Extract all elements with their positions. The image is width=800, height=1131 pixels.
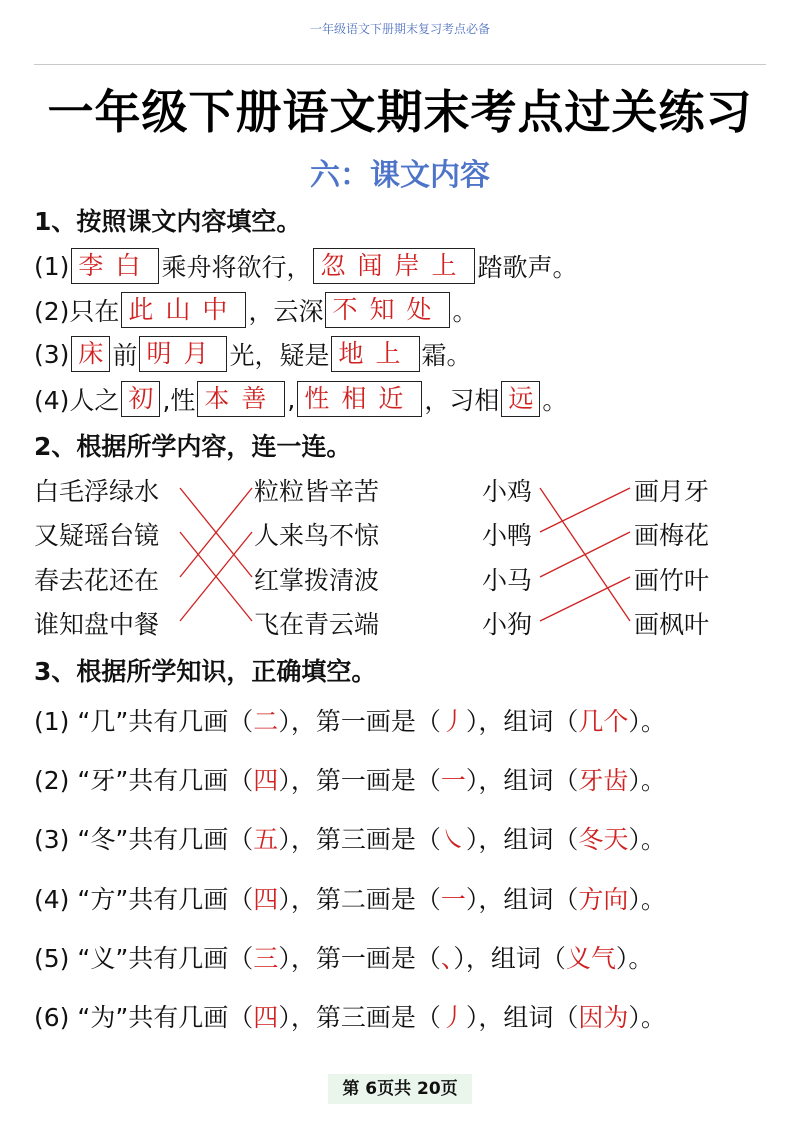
q-num: (5) <box>34 944 70 973</box>
text-segment: 。 <box>452 297 478 326</box>
stroke-count-answer: 四 <box>253 766 279 795</box>
answer-box: 明月 <box>139 336 227 372</box>
stroke-count-answer: 二 <box>253 707 279 736</box>
text-segment: (4)人之 <box>34 386 120 415</box>
word-answer: 牙齿 <box>578 766 629 795</box>
q-text: ）。 <box>628 825 666 854</box>
stroke-question-5 <box>34 939 653 975</box>
running-header: 一年级语文下册期末复习考点必备 <box>309 22 490 36</box>
match-line <box>180 488 252 577</box>
fill-line-4 <box>34 379 567 419</box>
match-left-b-1: 小鸭 <box>482 521 533 550</box>
text-segment: 。 <box>542 386 568 415</box>
word-answer: 冬天 <box>578 825 629 854</box>
q-text: ），组词（ <box>465 766 579 795</box>
q-char: “几” <box>77 707 129 736</box>
q-char: “义” <box>77 944 129 973</box>
match-left-b-0: 小鸡 <box>482 477 533 506</box>
q-text: ），组词（ <box>465 825 579 854</box>
q-num: (4) <box>34 885 70 914</box>
match-left-b-2: 小马 <box>482 566 533 595</box>
match-right-b-2: 画竹叶 <box>634 566 710 595</box>
stroke-count-answer: 五 <box>253 825 279 854</box>
match-line <box>540 488 630 532</box>
match-right-a-3: 飞在青云端 <box>254 610 380 639</box>
q-text: ），第一画是（ <box>278 766 441 795</box>
answer-box: 忽闻岸上 <box>313 248 475 284</box>
text-segment: (1) <box>34 251 70 281</box>
q-text: ），第一画是（ <box>278 944 441 973</box>
stroke-answer: 一 <box>440 766 466 795</box>
word-answer: 因为 <box>578 1003 629 1032</box>
q-text: ）。 <box>628 707 666 736</box>
answer-box: 床 <box>71 336 110 372</box>
stroke-question-4 <box>34 880 666 916</box>
stroke-count-answer: 四 <box>253 1003 279 1032</box>
section-1-title: 1、按照课文内容填空。 <box>34 207 302 236</box>
q-text: 共有几画（ <box>128 885 254 914</box>
stroke-answer: 丿 <box>440 707 466 736</box>
q-num: (3) <box>34 825 70 854</box>
match-right-a-0: 粒粒皆辛苦 <box>254 477 380 506</box>
q-text: ）。 <box>628 1003 666 1032</box>
q-text: 共有几画（ <box>128 1003 254 1032</box>
match-line <box>540 577 630 621</box>
stroke-question-6 <box>34 998 666 1034</box>
q-text: ），第三画是（ <box>278 825 441 854</box>
match-left-a-1: 又疑瑶台镜 <box>34 521 160 550</box>
fill-line-3 <box>34 334 472 374</box>
q-char: “冬” <box>77 825 129 854</box>
text-segment: ，云深 <box>248 297 324 326</box>
q-char: “牙” <box>77 766 129 795</box>
match-line <box>180 532 252 621</box>
answer-box: 不知处 <box>325 292 450 328</box>
q-num: (2) <box>34 766 70 795</box>
text-segment: (3) <box>34 339 70 369</box>
stroke-answer: 一 <box>440 885 466 914</box>
section-2-title: 2、根据所学内容，连一连。 <box>34 432 352 461</box>
text-segment: ，习相 <box>424 386 500 415</box>
fill-line-1 <box>34 246 577 286</box>
answer-box: 此山中 <box>121 292 246 328</box>
page-number: 第 6页共 20页 <box>328 1074 472 1104</box>
q-text: ），组词（ <box>465 707 579 736</box>
text-segment: 霜。 <box>421 341 472 370</box>
q-num: (6) <box>34 1003 70 1032</box>
match-line <box>180 532 252 621</box>
match-right-b-0: 画月牙 <box>634 477 710 506</box>
answer-box: 本善 <box>197 381 285 417</box>
answer-box: 性相近 <box>297 381 422 417</box>
q-text: ），组词（ <box>453 944 566 973</box>
match-right-b-1: 画梅花 <box>634 521 710 550</box>
match-line <box>540 532 630 577</box>
q-text: ），第一画是（ <box>278 707 441 736</box>
q-text: 共有几画（ <box>128 944 254 973</box>
match-left-a-3: 谁知盘中餐 <box>34 610 160 639</box>
match-left-a-0: 白毛浮绿水 <box>34 477 160 506</box>
q-text: ），组词（ <box>465 885 579 914</box>
match-left-a-2: 春去花还在 <box>34 566 160 595</box>
q-text: ），第三画是（ <box>278 1003 441 1032</box>
stroke-question-2 <box>34 761 666 797</box>
word-answer: 义气 <box>565 944 616 973</box>
word-answer: 几个 <box>578 707 629 736</box>
q-text: 共有几画（ <box>128 825 254 854</box>
text-segment: 前 <box>112 341 138 370</box>
page-title: 一年级下册语文期末考点过关练习 <box>47 85 753 139</box>
q-char: “方” <box>77 885 129 914</box>
header-divider <box>34 64 766 65</box>
q-text: ）。 <box>628 885 666 914</box>
stroke-count-answer: 四 <box>253 885 279 914</box>
section-3-title: 3、根据所学知识，正确填空。 <box>34 657 377 686</box>
match-right-a-1: 人来鸟不惊 <box>254 521 380 550</box>
text-segment: ,性 <box>162 386 196 415</box>
q-num: (1) <box>34 707 70 736</box>
text-segment: (2)只在 <box>34 297 120 326</box>
match-line <box>540 488 630 621</box>
stroke-question-3 <box>34 820 666 856</box>
answer-box: 地上 <box>331 336 419 372</box>
match-right-b-3: 画枫叶 <box>634 610 710 639</box>
text-segment: , <box>287 384 296 414</box>
answer-box: 初 <box>121 381 160 417</box>
page-subtitle: 六：课文内容 <box>310 158 490 193</box>
stroke-answer: ㇏ <box>440 825 466 854</box>
match-left-b-3: 小狗 <box>482 610 533 639</box>
q-text: ），第二画是（ <box>278 885 441 914</box>
match-right-a-2: 红掌拨清波 <box>254 566 380 595</box>
stroke-count-answer: 三 <box>253 944 279 973</box>
q-text: ），组词（ <box>465 1003 579 1032</box>
answer-box: 李白 <box>71 248 159 284</box>
match-line <box>180 488 252 577</box>
q-text: 共有几画（ <box>128 707 254 736</box>
text-segment: 光，疑是 <box>229 341 330 370</box>
q-text: ）。 <box>615 944 654 973</box>
word-answer: 方向 <box>578 885 629 914</box>
text-segment: 踏歌声。 <box>477 253 578 282</box>
fill-line-2 <box>34 290 477 330</box>
answer-box: 远 <box>501 381 540 417</box>
q-text: 共有几画（ <box>128 766 254 795</box>
stroke-answer: 、 <box>440 944 454 973</box>
stroke-question-1 <box>34 702 666 738</box>
stroke-answer: 丿 <box>440 1003 466 1032</box>
q-char: “为” <box>77 1003 129 1032</box>
q-text: ）。 <box>628 766 666 795</box>
text-segment: 乘舟将欲行， <box>161 253 312 282</box>
